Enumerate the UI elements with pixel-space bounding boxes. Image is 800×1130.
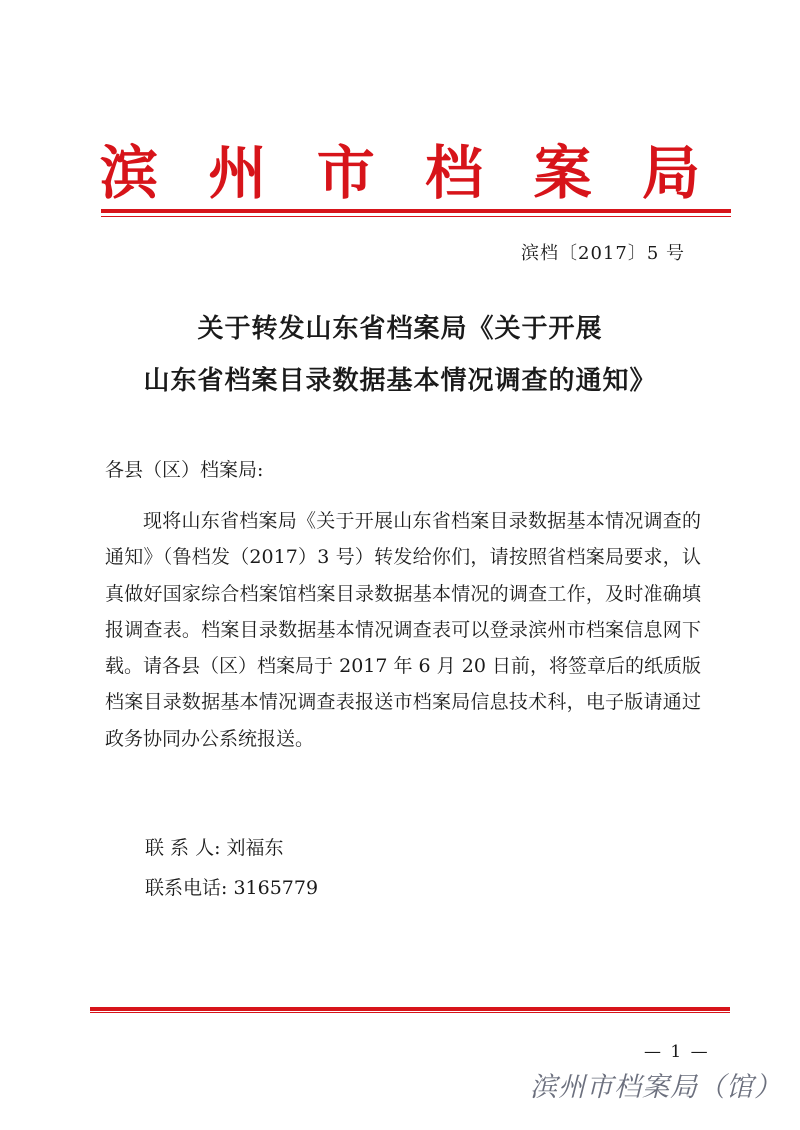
salutation: 各县（区）档案局:: [105, 459, 264, 481]
document-number: 滨档〔2017〕5 号: [521, 243, 685, 264]
header-red-rule-thin: [101, 216, 731, 217]
header-char: 滨: [100, 139, 159, 207]
contact-phone-number: 3165779: [233, 877, 319, 899]
header-char: 州: [208, 139, 267, 207]
contact-person-label: 联 系 人:: [145, 837, 221, 859]
contact-phone-label: 联系电话:: [145, 877, 228, 899]
header-char: 市: [316, 139, 375, 207]
header-char: 档: [425, 139, 484, 207]
document-title-line-1: 关于转发山东省档案局《关于开展: [197, 314, 603, 344]
page-number: — 1 —: [644, 1042, 710, 1062]
agency-watermark: 滨州市档案局（馆）: [530, 1072, 782, 1103]
contact-person-line: [145, 833, 284, 863]
agency-header-title: [100, 138, 700, 208]
header-char: 局: [641, 139, 700, 207]
header-red-rule-thick: [101, 209, 731, 213]
footer-red-rule-thin: [90, 1012, 730, 1013]
body-paragraph: 现将山东省档案局《关于开展山东省档案目录数据基本情况调查的通知》（鲁档发（2017）3 号）转发给你们，请按照省档案局要求，认真做好国家综合档案馆档案目录数据基本情况的调查工作，及时准确填报调查表。档案目录数据基本情况调查表可以登录滨州市档案信息网下载。请各县（区）档案局于 2017 年 6 月 20 日前，将签章后的纸质版档案目录数据基本情况调查表报送市档案局信息技术科，电子版请通过政务协同办公系统报送。: [105, 510, 701, 750]
header-char: 案: [533, 139, 592, 207]
footer-red-rule-thick: [90, 1007, 730, 1011]
document-title-line-2: 山东省档案目录数据基本情况调查的通知》: [143, 366, 657, 396]
contact-person-name: 刘福东: [226, 837, 284, 859]
contact-phone-line: [145, 873, 318, 903]
